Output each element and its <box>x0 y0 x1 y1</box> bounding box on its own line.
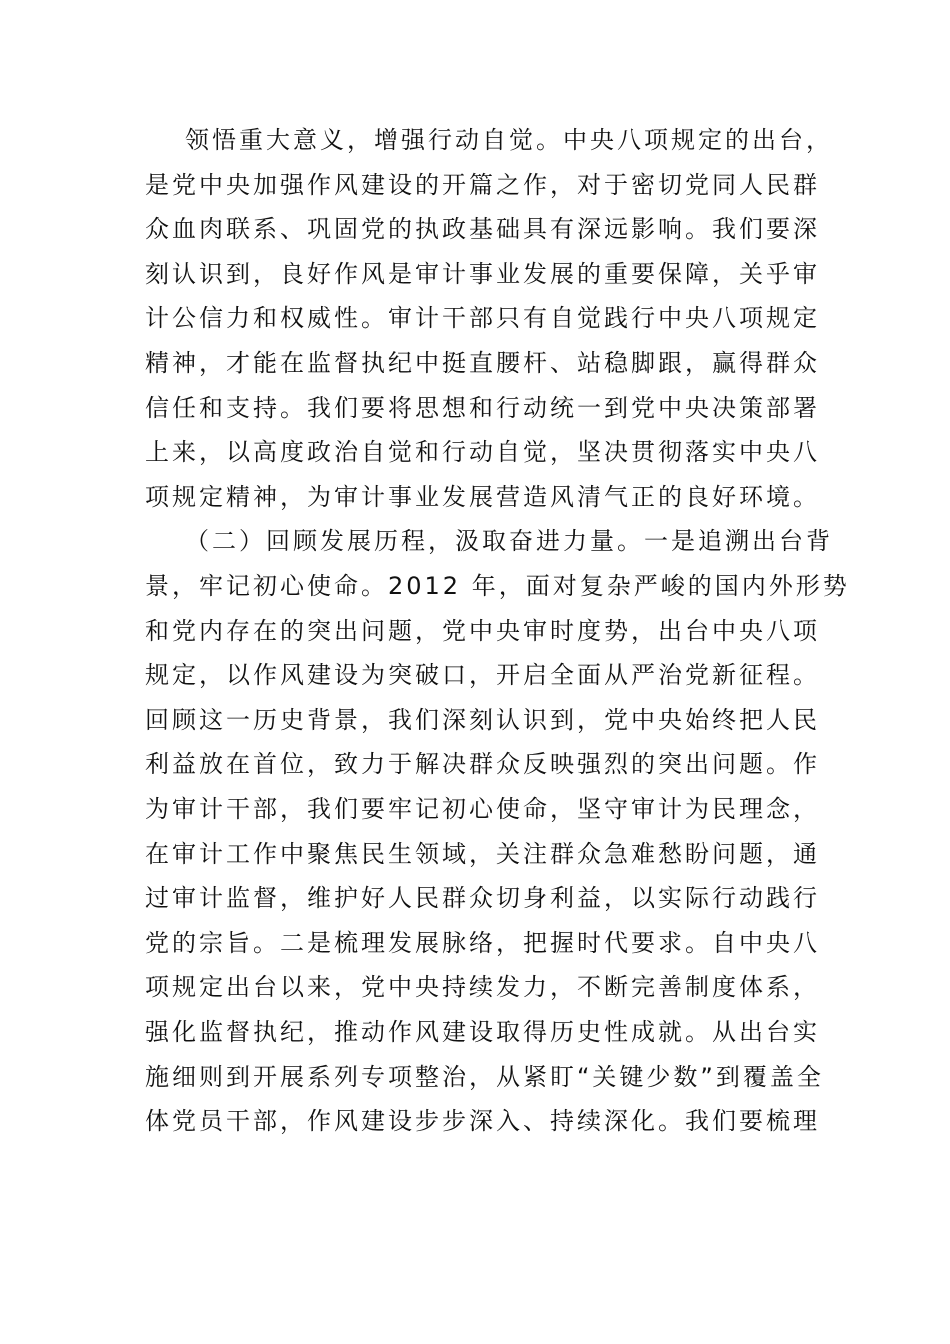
text-line: 刻认识到，良好作风是审计事业发展的重要保障，关乎审 <box>145 259 820 288</box>
text-line: 在审计工作中聚焦民生领域，关注群众急难愁盼问题，通 <box>145 839 820 868</box>
text-line: 景，牢记初心使命。2012 年，面对复杂严峻的国内外形势 <box>145 572 850 600</box>
text-line: 是党中央加强作风建设的开篇之作，对于密切党同人民群 <box>145 170 820 199</box>
text-line: 领悟重大意义，增强行动自觉。中央八项规定的出台， <box>185 126 833 154</box>
text-line: 回顾这一历史背景，我们深刻认识到，党中央始终把人民 <box>145 705 820 734</box>
text-line: 强化监督执纪，推动作风建设取得历史性成就。从出台实 <box>145 1018 820 1046</box>
text-line: 信任和支持。我们要将思想和行动统一到党中央决策部署 <box>145 393 820 422</box>
text-line: 项规定精神，为审计事业发展营造风清气正的良好环境。 <box>145 482 820 511</box>
text-line: （二）回顾发展历程，汲取奋进力量。一是追溯出台背 <box>185 527 833 556</box>
text-line: 为审计干部，我们要牢记初心使命，坚守审计为民理念， <box>145 795 820 823</box>
text-line: 和党内存在的突出问题，党中央审时度势，出台中央八项 <box>145 616 820 645</box>
text-line: 利益放在首位，致力于解决群众反映强烈的突出问题。作 <box>145 750 820 779</box>
text-line: 众血肉联系、巩固党的执政基础具有深远影响。我们要深 <box>145 215 820 244</box>
text-line: 体党员干部，作风建设步步深入、持续深化。我们要梳理 <box>145 1107 820 1136</box>
text-line: 党的宗旨。二是梳理发展脉络，把握时代要求。自中央八 <box>145 928 820 957</box>
text-line: 上来，以高度政治自觉和行动自觉，坚决贯彻落实中央八 <box>145 438 820 467</box>
text-line: 过审计监督，维护好人民群众切身利益，以实际行动践行 <box>145 884 820 913</box>
text-line: 项规定出台以来，党中央持续发力，不断完善制度体系， <box>145 973 820 1002</box>
text-line: 规定，以作风建设为突破口，开启全面从严治党新征程。 <box>145 661 820 690</box>
text-line: 施细则到开展系列专项整治，从紧盯“关键少数”到覆盖全 <box>145 1062 824 1091</box>
text-line: 计公信力和权威性。审计干部只有自觉践行中央八项规定 <box>145 304 820 333</box>
text-line: 精神，才能在监督执纪中挺直腰杆、站稳脚跟，赢得群众 <box>145 349 820 377</box>
